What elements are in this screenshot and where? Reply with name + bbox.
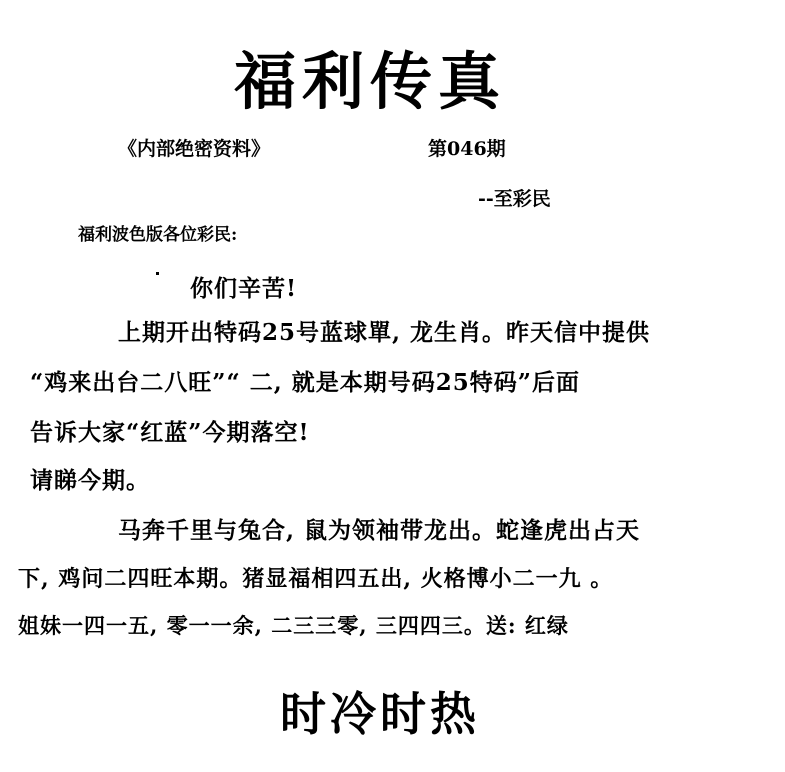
body-line-1: 上期开出特码25号蓝球單, 龙生肖。昨天信中提供 [118, 319, 651, 346]
source-label: 《内部绝密资料》 [118, 138, 271, 160]
body-line-4: 请睇今期。 [30, 467, 150, 494]
salutation: 你们辛苦! [190, 275, 298, 302]
body-line-3: 告诉大家“红蓝”今期落空! [30, 419, 310, 446]
issue-number: 第046期 [428, 138, 506, 160]
body-line-2: “鸡来出台二八旺”“ 二, 就是本期号码25特码”后面 [30, 369, 580, 396]
body-line-7: 姐妹一四一五, 零一一余, 二三三零, 三四四三。送: 红绿 [18, 613, 569, 638]
ink-dot [156, 272, 159, 275]
greeting: 福利波色版各位彩民: [78, 225, 238, 245]
body-line-6: 下, 鸡问二四旺本期。猪显福相四五出, 火格博小二一九 。 [18, 566, 614, 592]
body-line-5: 马奔千里与兔合, 鼠为领袖带龙出。蛇逢虎出占天 [118, 517, 641, 544]
page-title: 福利传真 [233, 45, 506, 118]
closing-slogan: 时冷时热 [280, 687, 480, 741]
author-signature: --至彩民 [478, 188, 551, 210]
